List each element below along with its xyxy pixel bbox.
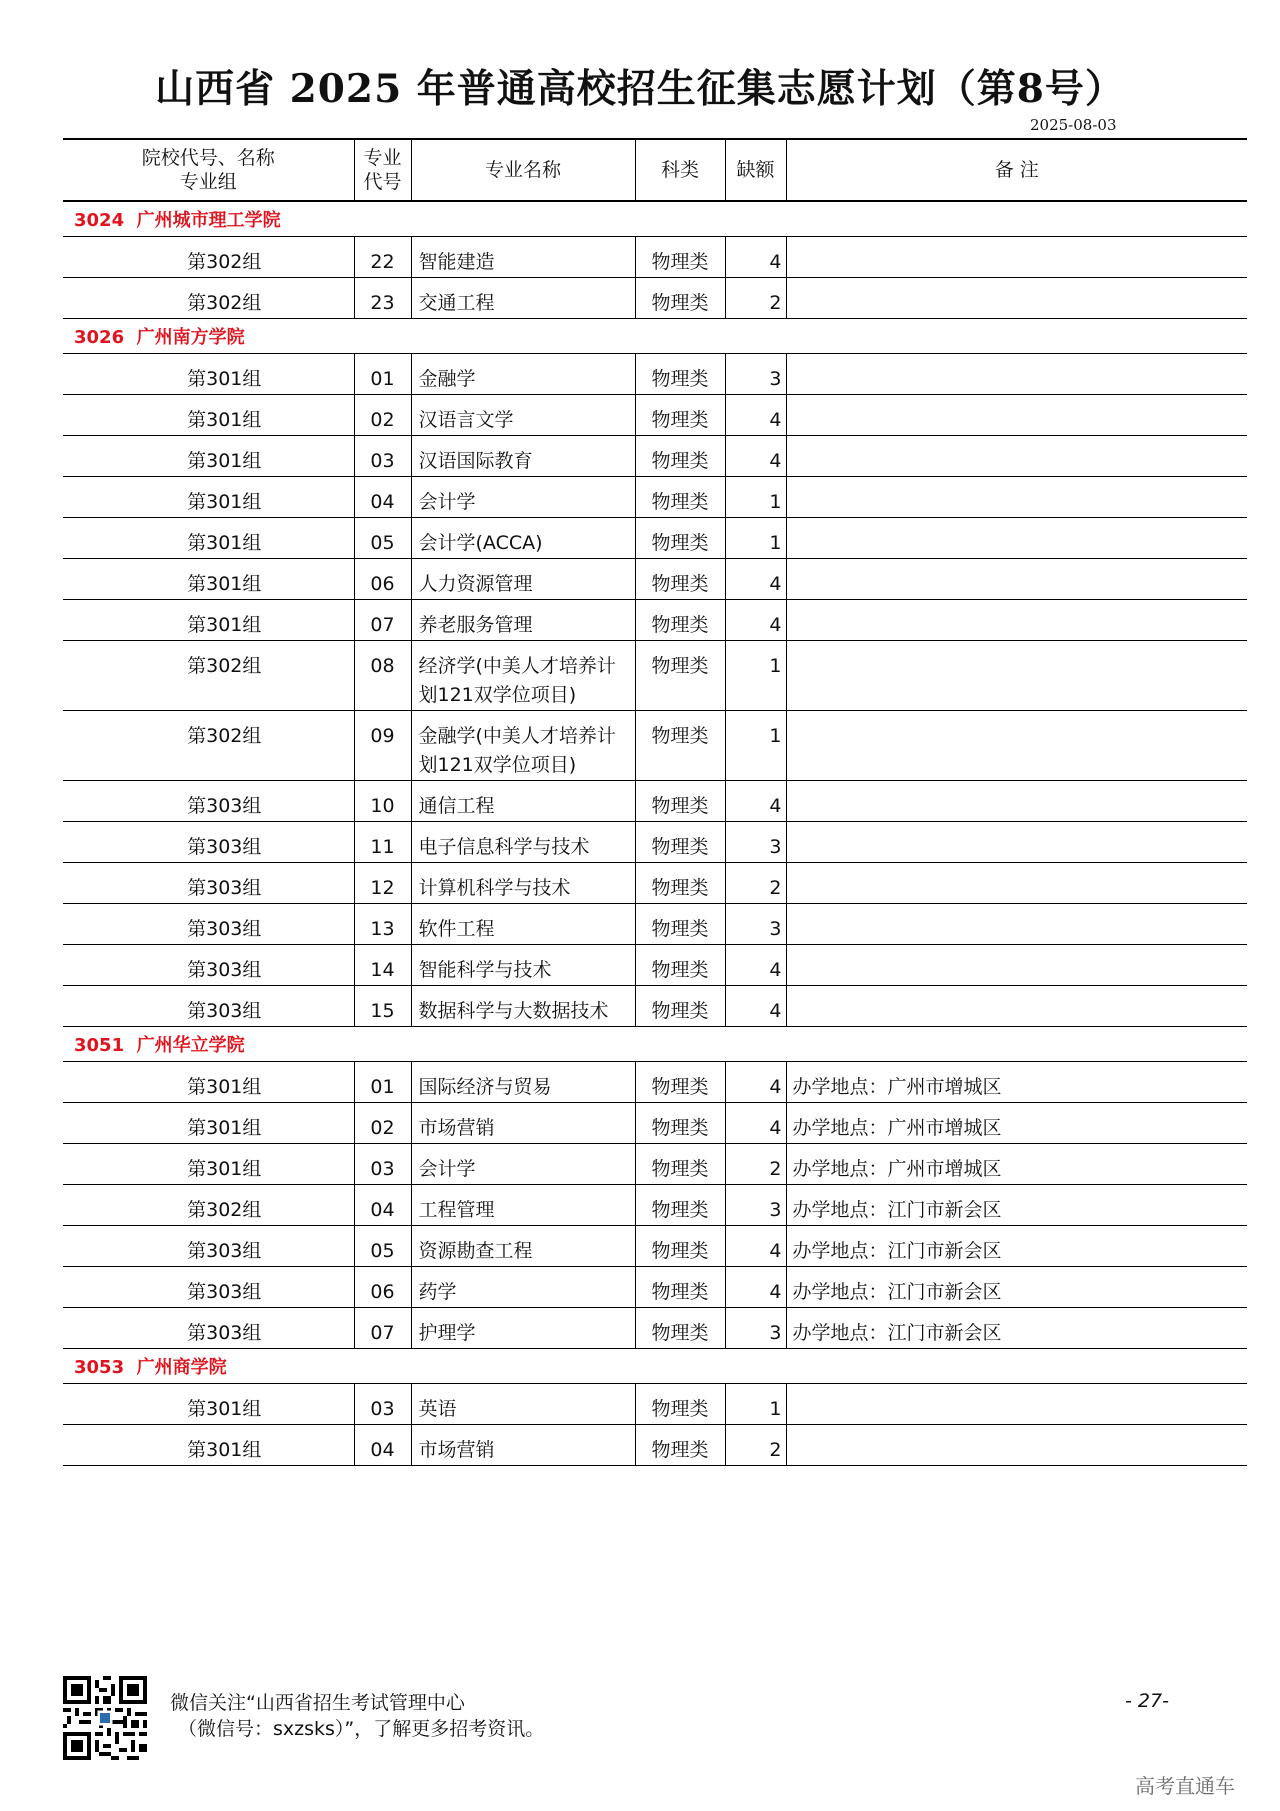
cell-category: 物理类	[635, 986, 725, 1027]
cell-vacancy: 4	[725, 559, 786, 600]
table-row	[63, 600, 1247, 641]
cell-notes	[786, 641, 1247, 711]
cell-category: 物理类	[635, 863, 725, 904]
cell-vacancy: 1	[725, 641, 786, 711]
cell-notes	[786, 477, 1247, 518]
table-row	[63, 641, 1247, 711]
cell-vacancy: 3	[725, 1308, 786, 1349]
cell-major: 市场营销	[411, 1425, 635, 1466]
cell-major: 经济学(中美人才培养计划121双学位项目)	[411, 641, 635, 711]
table-row	[63, 477, 1247, 518]
cell-vacancy: 4	[725, 395, 786, 436]
cell-code: 01	[354, 354, 411, 395]
institution-row	[63, 1027, 1247, 1062]
cell-category: 物理类	[635, 436, 725, 477]
cell-major: 国际经济与贸易	[411, 1062, 635, 1103]
cell-code: 02	[354, 1103, 411, 1144]
institution-name: 3051 广州华立学院	[63, 1027, 1247, 1062]
cell-vacancy: 4	[725, 945, 786, 986]
qr-code-icon	[63, 1676, 147, 1760]
cell-group: 第301组	[63, 436, 354, 477]
cell-group: 第302组	[63, 711, 354, 781]
enrollment-plan-table	[63, 138, 1247, 1466]
table-row	[63, 237, 1247, 278]
page-title: 山西省 2025 年普通高校招生征集志愿计划（第8号）	[155, 66, 1125, 112]
cell-major: 通信工程	[411, 781, 635, 822]
cell-notes	[786, 237, 1247, 278]
cell-major: 人力资源管理	[411, 559, 635, 600]
cell-category: 物理类	[635, 1308, 725, 1349]
cell-notes	[786, 1425, 1247, 1466]
cell-group: 第301组	[63, 1384, 354, 1425]
header-notes: 备 注	[786, 139, 1247, 201]
cell-category: 物理类	[635, 1226, 725, 1267]
table-row	[63, 781, 1247, 822]
cell-notes	[786, 278, 1247, 319]
cell-group: 第302组	[63, 641, 354, 711]
cell-group: 第303组	[63, 904, 354, 945]
cell-vacancy: 2	[725, 863, 786, 904]
table-row	[63, 945, 1247, 986]
cell-vacancy: 4	[725, 237, 786, 278]
cell-group: 第301组	[63, 395, 354, 436]
table-row	[63, 711, 1247, 781]
cell-major: 金融学	[411, 354, 635, 395]
cell-code: 05	[354, 518, 411, 559]
cell-code: 02	[354, 395, 411, 436]
table-row	[63, 1308, 1247, 1349]
cell-code: 05	[354, 1226, 411, 1267]
table-row	[63, 354, 1247, 395]
institution-name: 3053 广州商学院	[63, 1349, 1247, 1384]
cell-major: 护理学	[411, 1308, 635, 1349]
cell-vacancy: 3	[725, 1185, 786, 1226]
cell-category: 物理类	[635, 354, 725, 395]
cell-group: 第301组	[63, 1062, 354, 1103]
cell-notes: 办学地点：广州市增城区	[786, 1062, 1247, 1103]
cell-code: 06	[354, 1267, 411, 1308]
table-row	[63, 395, 1247, 436]
cell-code: 03	[354, 1384, 411, 1425]
watermark: 高考直通车	[1135, 1774, 1235, 1798]
institution-row	[63, 201, 1247, 237]
cell-code: 13	[354, 904, 411, 945]
header-code: 专业 代号	[354, 139, 411, 201]
table-row	[63, 1185, 1247, 1226]
institution-row	[63, 319, 1247, 354]
wechat-notice	[170, 1690, 544, 1742]
page-footer	[0, 1670, 1280, 1810]
cell-code: 07	[354, 600, 411, 641]
cell-vacancy: 4	[725, 1103, 786, 1144]
cell-code: 23	[354, 278, 411, 319]
cell-category: 物理类	[635, 904, 725, 945]
cell-vacancy: 3	[725, 354, 786, 395]
cell-notes: 办学地点：广州市增城区	[786, 1144, 1247, 1185]
cell-group: 第301组	[63, 559, 354, 600]
cell-notes: 办学地点：江门市新会区	[786, 1267, 1247, 1308]
cell-major: 英语	[411, 1384, 635, 1425]
cell-major: 会计学(ACCA)	[411, 518, 635, 559]
cell-group: 第303组	[63, 986, 354, 1027]
cell-group: 第303组	[63, 1308, 354, 1349]
cell-group: 第301组	[63, 354, 354, 395]
cell-code: 01	[354, 1062, 411, 1103]
cell-category: 物理类	[635, 641, 725, 711]
table-row	[63, 559, 1247, 600]
cell-vacancy: 4	[725, 781, 786, 822]
cell-major: 智能建造	[411, 237, 635, 278]
cell-group: 第302组	[63, 1185, 354, 1226]
institution-name: 3024 广州城市理工学院	[63, 201, 1247, 237]
table-row	[63, 904, 1247, 945]
cell-vacancy: 1	[725, 1384, 786, 1425]
cell-category: 物理类	[635, 1144, 725, 1185]
cell-category: 物理类	[635, 559, 725, 600]
cell-major: 市场营销	[411, 1103, 635, 1144]
cell-category: 物理类	[635, 1267, 725, 1308]
cell-major: 会计学	[411, 1144, 635, 1185]
cell-code: 07	[354, 1308, 411, 1349]
cell-notes	[786, 395, 1247, 436]
cell-category: 物理类	[635, 711, 725, 781]
cell-category: 物理类	[635, 781, 725, 822]
cell-major: 智能科学与技术	[411, 945, 635, 986]
cell-code: 09	[354, 711, 411, 781]
cell-group: 第301组	[63, 1144, 354, 1185]
cell-vacancy: 1	[725, 711, 786, 781]
cell-group: 第303组	[63, 1226, 354, 1267]
institution-row	[63, 1349, 1247, 1384]
cell-vacancy: 3	[725, 822, 786, 863]
cell-code: 22	[354, 237, 411, 278]
cell-code: 04	[354, 1185, 411, 1226]
cell-major: 资源勘查工程	[411, 1226, 635, 1267]
table-body	[63, 201, 1247, 1466]
cell-notes	[786, 600, 1247, 641]
cell-notes	[786, 863, 1247, 904]
cell-major: 电子信息科学与技术	[411, 822, 635, 863]
cell-vacancy: 1	[725, 477, 786, 518]
cell-notes	[786, 945, 1247, 986]
document-date: 2025-08-03	[1030, 116, 1117, 134]
cell-code: 03	[354, 436, 411, 477]
cell-group: 第303组	[63, 822, 354, 863]
cell-major: 药学	[411, 1267, 635, 1308]
cell-notes: 办学地点：江门市新会区	[786, 1185, 1247, 1226]
cell-category: 物理类	[635, 600, 725, 641]
table-row	[63, 1103, 1247, 1144]
cell-code: 14	[354, 945, 411, 986]
cell-category: 物理类	[635, 1103, 725, 1144]
cell-vacancy: 4	[725, 986, 786, 1027]
cell-notes	[786, 1384, 1247, 1425]
cell-group: 第302组	[63, 237, 354, 278]
header-major: 专业名称	[411, 139, 635, 201]
cell-vacancy: 2	[725, 1425, 786, 1466]
table-row	[63, 1062, 1247, 1103]
cell-code: 04	[354, 477, 411, 518]
cell-notes	[786, 904, 1247, 945]
cell-major: 数据科学与大数据技术	[411, 986, 635, 1027]
cell-major: 计算机科学与技术	[411, 863, 635, 904]
cell-category: 物理类	[635, 477, 725, 518]
cell-group: 第303组	[63, 1267, 354, 1308]
cell-group: 第301组	[63, 1425, 354, 1466]
header-vacancy: 缺额	[725, 139, 786, 201]
cell-notes	[786, 559, 1247, 600]
cell-vacancy: 3	[725, 904, 786, 945]
cell-notes	[786, 822, 1247, 863]
table-row	[63, 986, 1247, 1027]
cell-code: 15	[354, 986, 411, 1027]
cell-group: 第301组	[63, 518, 354, 559]
table-row	[63, 863, 1247, 904]
table-row	[63, 1267, 1247, 1308]
table-row	[63, 822, 1247, 863]
table-header-row	[63, 139, 1247, 201]
cell-notes: 办学地点：江门市新会区	[786, 1308, 1247, 1349]
cell-group: 第301组	[63, 1103, 354, 1144]
cell-group: 第302组	[63, 278, 354, 319]
cell-code: 04	[354, 1425, 411, 1466]
cell-major: 养老服务管理	[411, 600, 635, 641]
cell-major: 会计学	[411, 477, 635, 518]
cell-vacancy: 4	[725, 1267, 786, 1308]
cell-category: 物理类	[635, 518, 725, 559]
cell-code: 03	[354, 1144, 411, 1185]
wechat-line-1: 微信关注“山西省招生考试管理中心	[170, 1692, 465, 1714]
cell-vacancy: 4	[725, 436, 786, 477]
cell-notes	[786, 781, 1247, 822]
table-row	[63, 1384, 1247, 1425]
cell-vacancy: 2	[725, 1144, 786, 1185]
cell-group: 第303组	[63, 945, 354, 986]
cell-vacancy: 1	[725, 518, 786, 559]
cell-major: 汉语言文学	[411, 395, 635, 436]
cell-vacancy: 2	[725, 278, 786, 319]
cell-category: 物理类	[635, 1384, 725, 1425]
cell-notes	[786, 986, 1247, 1027]
cell-major: 汉语国际教育	[411, 436, 635, 477]
cell-group: 第301组	[63, 600, 354, 641]
cell-notes: 办学地点：广州市增城区	[786, 1103, 1247, 1144]
cell-major: 交通工程	[411, 278, 635, 319]
cell-vacancy: 4	[725, 600, 786, 641]
cell-major: 金融学(中美人才培养计划121双学位项目)	[411, 711, 635, 781]
cell-vacancy: 4	[725, 1062, 786, 1103]
table-row	[63, 518, 1247, 559]
cell-notes	[786, 518, 1247, 559]
page-number: - 27-	[1125, 1690, 1169, 1712]
cell-code: 10	[354, 781, 411, 822]
cell-notes	[786, 354, 1247, 395]
cell-category: 物理类	[635, 278, 725, 319]
cell-group: 第303组	[63, 863, 354, 904]
wechat-line-2: （微信号：sxzsks）”，了解更多招考资讯。	[178, 1718, 545, 1740]
cell-category: 物理类	[635, 1185, 725, 1226]
cell-notes: 办学地点：江门市新会区	[786, 1226, 1247, 1267]
header-category: 科类	[635, 139, 725, 201]
cell-category: 物理类	[635, 1425, 725, 1466]
header-group: 院校代号、名称 专业组	[63, 139, 354, 201]
cell-group: 第301组	[63, 477, 354, 518]
cell-code: 08	[354, 641, 411, 711]
cell-group: 第303组	[63, 781, 354, 822]
institution-name: 3026 广州南方学院	[63, 319, 1247, 354]
cell-code: 06	[354, 559, 411, 600]
cell-notes	[786, 436, 1247, 477]
table-row	[63, 436, 1247, 477]
cell-category: 物理类	[635, 1062, 725, 1103]
cell-notes	[786, 711, 1247, 781]
cell-category: 物理类	[635, 237, 725, 278]
cell-code: 12	[354, 863, 411, 904]
cell-major: 工程管理	[411, 1185, 635, 1226]
cell-major: 软件工程	[411, 904, 635, 945]
cell-code: 11	[354, 822, 411, 863]
table-row	[63, 278, 1247, 319]
cell-vacancy: 4	[725, 1226, 786, 1267]
cell-category: 物理类	[635, 945, 725, 986]
table-row	[63, 1144, 1247, 1185]
table-row	[63, 1226, 1247, 1267]
table-row	[63, 1425, 1247, 1466]
cell-category: 物理类	[635, 395, 725, 436]
cell-category: 物理类	[635, 822, 725, 863]
